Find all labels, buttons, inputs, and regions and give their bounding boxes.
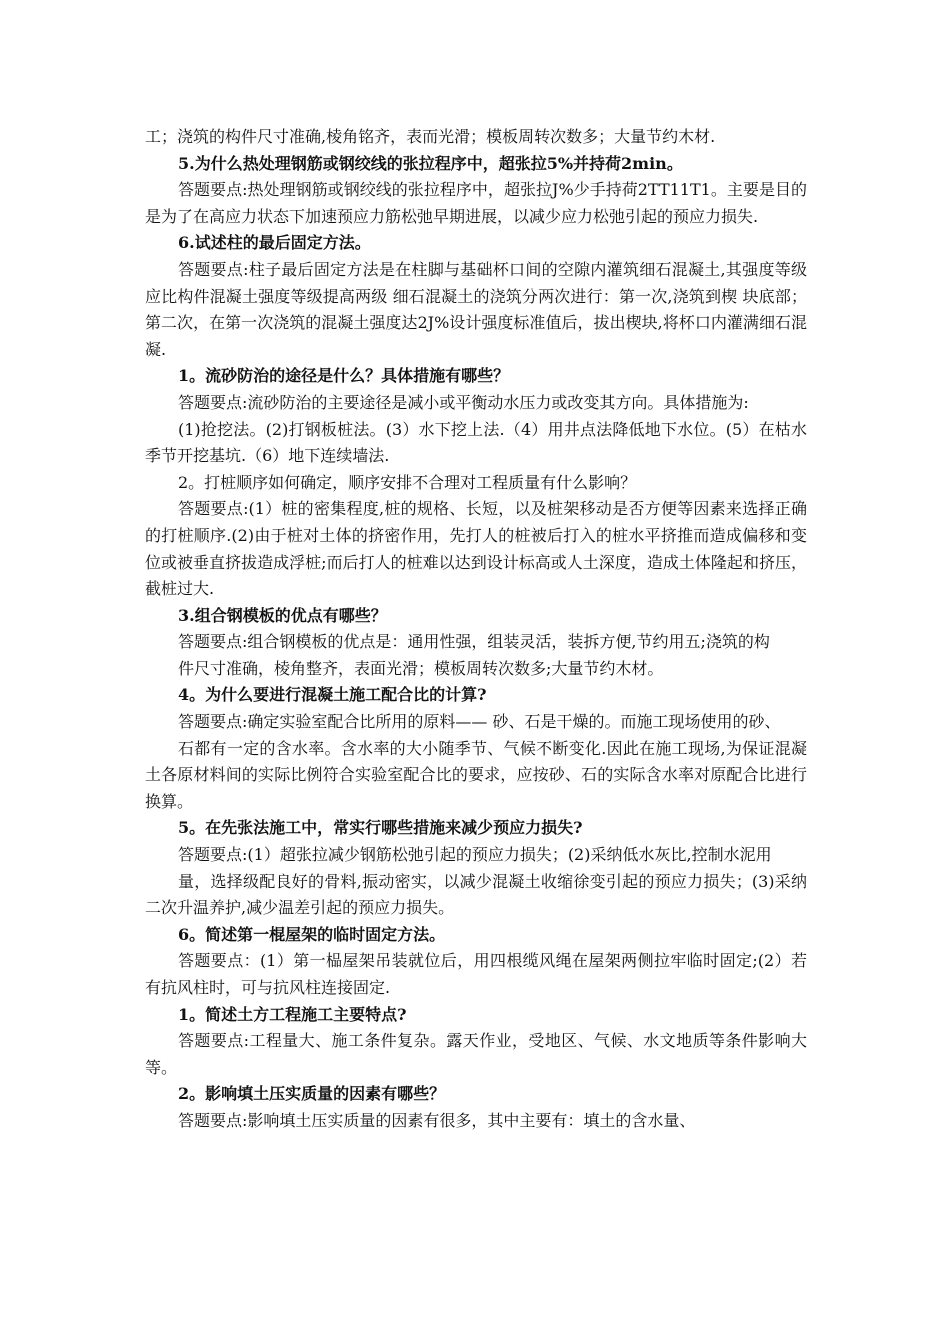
question-heading: 4。为什么要进行混凝土施工配合比的计算? [178,685,487,705]
answer-paragraph: 石都有一定的含水率。含水率的大小随季节、气候不断变化.因此在施工现场,为保证混凝土各原材料间的实际比例符合实验室配合比的要求，应按砂、石的实际含水率对原配合比进行换算。 [145,738,807,811]
answer-paragraph: 答题要点:影响填土压实质量的因素有很多，其中主要有：填土的含水量、 [178,1110,696,1130]
answer-paragraph: (1)抢挖法。(2)打钢板桩法。(3）水下挖上法.（4）用井点法降低地下水位。(5）在枯水季节开挖基坑.（6）地下连续墙法. [145,419,807,466]
question-heading: 6.试述柱的最后固定方法。 [178,233,371,253]
answer-paragraph: 答题要点:流砂防治的主要途径是减小或平衡动水压力或改变其方向。具体措施为: [178,392,749,412]
answer-paragraph: 答题要点:(1）桩的密集程度,桩的规格、长短，以及桩架移动是否方便等因素来选择正确的打桩顺序.(2)由于桩对土体的挤密作用，先打人的桩被后打入的桩水平挤推而造成偏移和变位或被垂直挤拔造成浮桩;而后打人的桩难以达到设计标高或人土深度，造成土体隆起和挤压，截桩过大. [145,499,807,599]
answer-paragraph: 答题要点:热处理钢筋或钢绞线的张拉程序中，超张拉J%少手持荷2TT11T1。主要是目的是为了在高应力状态下加速预应力筋松弛早期进展，以减少应力松弛引起的预应力损失. [145,180,807,226]
answer-paragraph: 量，选择级配良好的骨料,振动密实，以减少混凝土收缩徐变引起的预应力损失；(3)采纳二次升温养护,减少温差引起的预应力损失。 [145,871,807,918]
question-heading: 1。简述土方工程施工主要特点? [178,1004,407,1024]
answer-paragraph: 答题要点：(1）第一榀屋架吊装就位后，用四根缆风绳在屋架两侧拉牢临时固定;(2）若 有抗风柱时，可与抗风柱连接固定. [145,951,807,997]
question-heading: 3.组合钢模板的优点有哪些？ [178,605,387,625]
answer-paragraph: 答题要点:工程量大、施工条件复杂。露天作业，受地区、气候、水文地质等条件影响大等。 [145,1031,807,1077]
question-heading: 6。简述第一棍屋架的临时固定方法。 [178,924,446,944]
question-heading: 2。影响填土压实质量的因素有哪些？ [178,1084,446,1104]
question-heading: 5.为什么热处理钢筋或钢绞线的张拉程序中，超张拉5%并持荷2min。 [178,153,683,173]
document-page [145,124,807,1135]
question-heading: 5。在先张法施工中，常实行哪些措施来减少预应力损失? [178,818,583,838]
answer-paragraph: 答题要点:确定实验室配合比所用的原料—— 砂、石是干燥的。而施工现场使用的砂、 [178,712,781,732]
body-paragraph: 工；浇筑的构件尺寸准确,棱角铭齐，表而光滑；模板周转次数多；大量节约木材. [145,127,716,146]
answer-paragraph: 答题要点:柱子最后固定方法是在柱脚与基础杯口间的空隙内灌筑细石混凝土,其强度等级应比构件混凝土强度等级提高两级 细石混凝土的浇筑分两次进行：第一次,浇筑到楔 块底部；第二次，在第一次浇筑的混凝土强度达2J%设计强度标准值后，拔出楔块,将杯口内灌满细石混凝. [145,259,807,359]
answer-paragraph: 答题要点:(1）超张拉减少钢筋松弛引起的预应力损失；(2)采纳低水灰比,控制水泥用 [178,845,772,865]
question-heading: 1。流砂防治的途径是什么？具体措施有哪些？ [178,366,510,386]
answer-paragraph: 答题要点:组合钢模板的优点是：通用性强，组装灵活，装拆方便,节约用五;浇筑的构 [178,632,770,652]
answer-paragraph: 件尺寸准确，棱角整齐，表面光滑；模板周转次数多;大量节约木材。 [178,658,664,678]
question-paragraph: 2。打桩顺序如何确定，顺序安排不合理对工程质量有什么影响？ [178,472,637,492]
